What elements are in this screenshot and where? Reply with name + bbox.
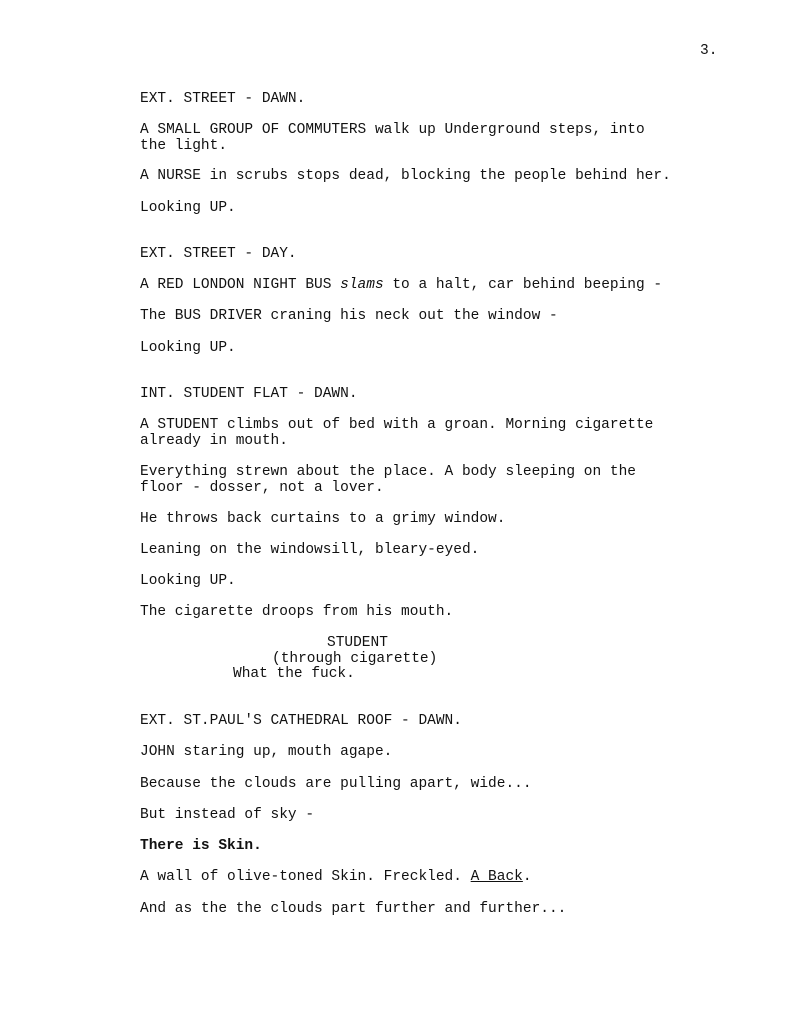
action-bus-driver: The BUS DRIVER craning his neck out the window -: [140, 308, 558, 324]
action-instead-of-sky: But instead of sky -: [140, 807, 315, 823]
action-night-bus-end: to a halt, car behind beeping -: [383, 277, 663, 293]
action-strewn-about: Everything strewn about the place. A body sleeping on the floor - dosser, not a lover.: [140, 464, 636, 496]
scene-heading-street-dawn: EXT. STREET - DAWN.: [140, 91, 306, 107]
action-nurse: A NURSE in scrubs stops dead, blocking the people behind her.: [140, 168, 671, 184]
dialogue-parenthetical: (through cigarette): [272, 651, 438, 667]
action-student-bed: A STUDENT climbs out of bed with a groan. Morning cigarette already in mouth.: [140, 417, 654, 449]
action-looking-up-3: Looking UP.: [140, 573, 236, 589]
action-night-bus-emphasis: slams: [340, 277, 384, 293]
action-a-back-underlined: A Back: [470, 869, 523, 885]
scene-heading-st-pauls: EXT. ST.PAUL'S CATHEDRAL ROOF - DAWN.: [140, 713, 462, 729]
action-wall-of-skin-end: .: [522, 869, 532, 885]
action-john-staring: JOHN staring up, mouth agape.: [140, 744, 393, 760]
dialogue-line: What the fuck.: [233, 666, 355, 682]
scene-heading-street-day: EXT. STREET - DAY.: [140, 246, 297, 262]
page-number: 3.: [700, 43, 718, 59]
action-looking-up-1: Looking UP.: [140, 200, 236, 216]
action-wall-of-skin-start: A wall of olive-toned Skin. Freckled.: [140, 869, 471, 885]
dialogue-character-name: STUDENT: [327, 635, 388, 651]
action-there-is-skin: There is Skin.: [140, 838, 262, 854]
action-commuters: A SMALL GROUP OF COMMUTERS walk up Underground steps, into the light.: [140, 122, 645, 154]
action-wall-of-skin: [140, 870, 720, 886]
action-night-bus: [140, 278, 720, 294]
action-clouds-pulling: Because the clouds are pulling apart, wide...: [140, 776, 532, 792]
action-curtains: He throws back curtains to a grimy window.: [140, 511, 506, 527]
scene-heading-student-flat: INT. STUDENT FLAT - DAWN.: [140, 386, 358, 402]
action-cigarette: The cigarette droops from his mouth.: [140, 604, 454, 620]
action-clouds-part: And as the the clouds part further and further...: [140, 901, 567, 917]
action-windowsill: Leaning on the windowsill, bleary-eyed.: [140, 542, 480, 558]
action-looking-up-2: Looking UP.: [140, 340, 236, 356]
action-night-bus-start: A RED LONDON NIGHT BUS: [140, 277, 341, 293]
